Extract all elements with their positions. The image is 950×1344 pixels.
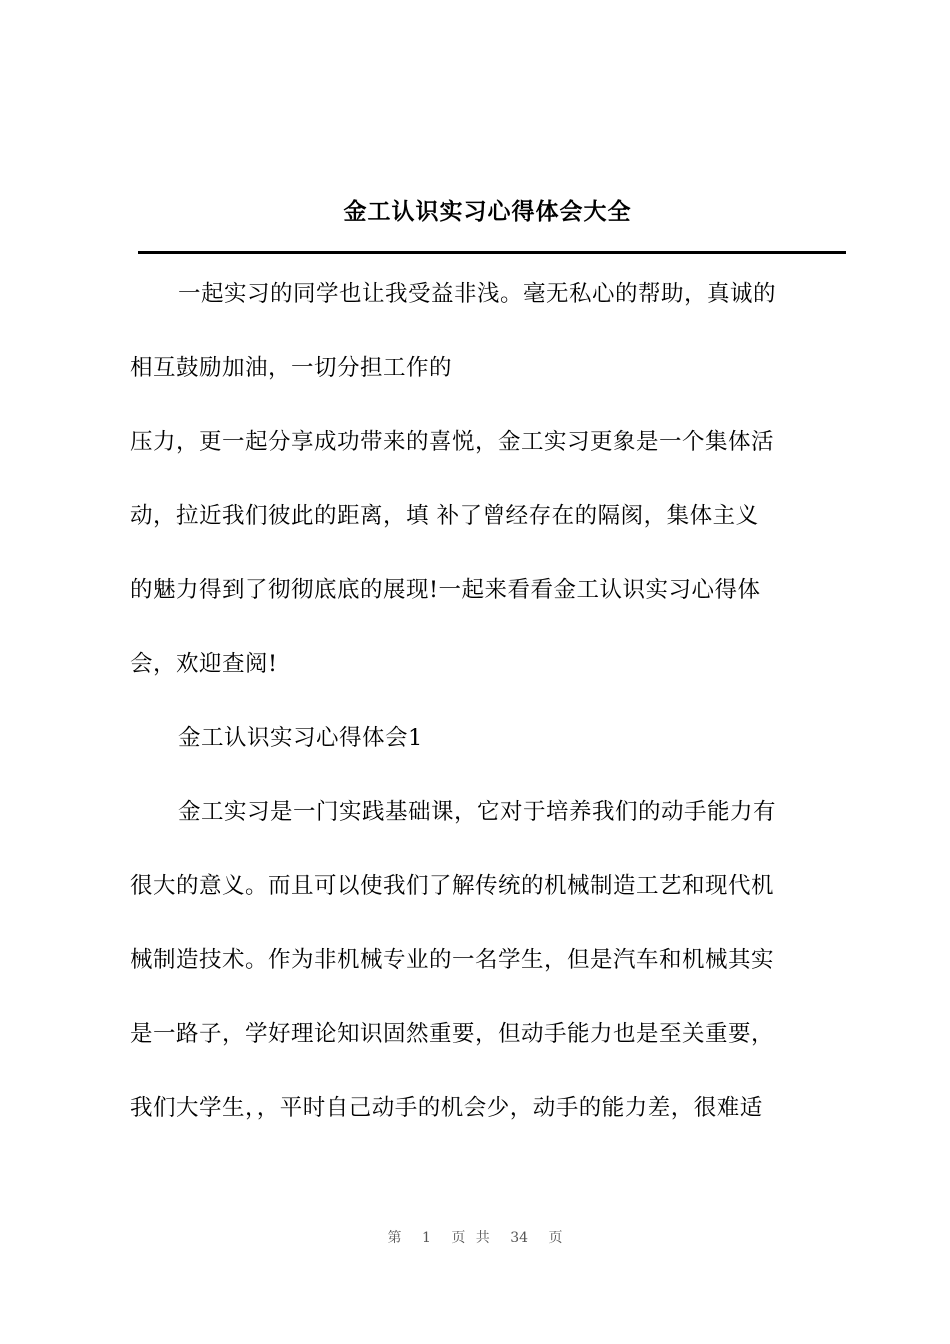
body-line: 压力，更一起分享成功带来的喜悦，金工实习更象是一个集体活: [130, 429, 775, 455]
total-pages-number: 34: [510, 1230, 529, 1246]
current-page-number: 1: [421, 1230, 431, 1246]
body-line: 的魅力得到了彻彻底底的展现!一起来看看金工认识实习心得体: [130, 577, 761, 603]
document-title: 金工认识实习心得体会大全: [343, 198, 632, 225]
page-label-suffix: 页: [548, 1230, 563, 1246]
body-line: 很大的意义。而且可以使我们了解传统的机械制造工艺和现代机: [130, 873, 775, 899]
page-label-prefix: 第: [387, 1230, 402, 1246]
body-line: 械制造技术。作为非机械专业的一名学生，但是汽车和机械其实: [130, 947, 775, 973]
title-underline: [138, 251, 846, 254]
page-label-middle: 页 共: [451, 1230, 490, 1246]
document-body: [130, 274, 845, 1162]
body-line: 会，欢迎查阅!: [130, 651, 278, 677]
body-line: 动，拉近我们彼此的距离，填 补了曾经存在的隔阂，集体主义: [130, 503, 759, 529]
page-footer: [0, 1228, 950, 1248]
body-line: 相互鼓励加油，一切分担工作的: [130, 355, 453, 381]
section-heading: 金工认识实习心得体会1: [178, 725, 423, 751]
body-line: 一起实习的同学也让我受益非浅。毫无私心的帮助，真诚的: [178, 281, 777, 307]
body-line: 金工实习是一门实践基础课，它对于培养我们的动手能力有: [178, 799, 777, 825]
body-line: 是一路子，学好理论知识固然重要，但动手能力也是至关重要，: [130, 1021, 775, 1047]
body-line: 我们大学生，，平时自己动手的机会少，动手的能力差，很难适: [130, 1095, 763, 1121]
